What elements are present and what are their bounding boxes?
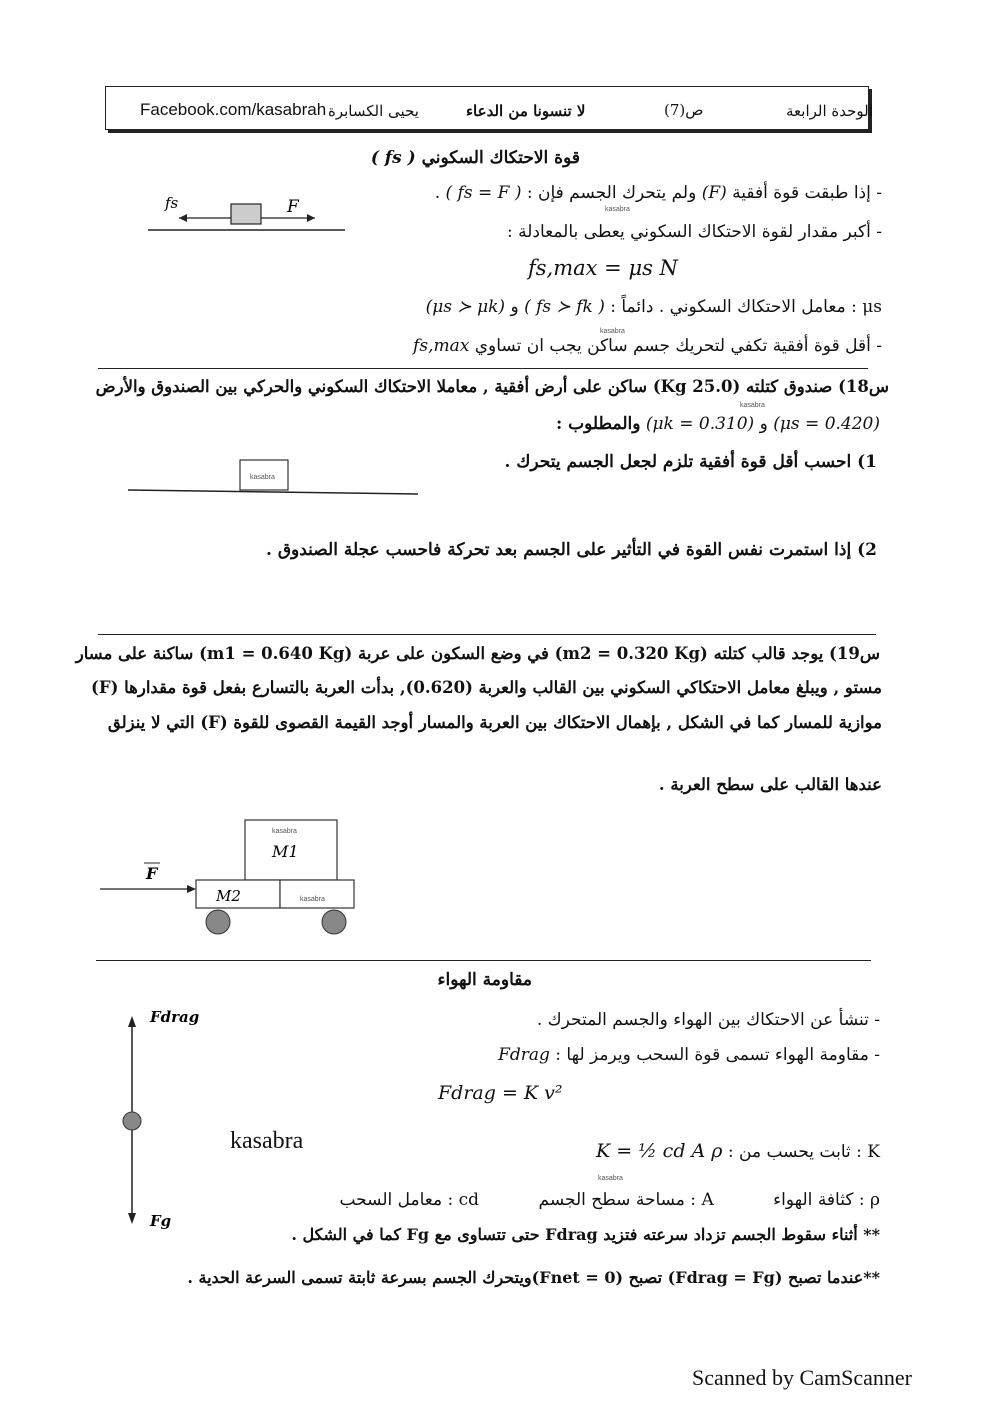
drag-figure — [110, 1000, 200, 1240]
separator-3 — [96, 960, 871, 961]
wheel-right — [322, 910, 346, 934]
K-line: K : ثابت يحسب من : K = ½ cd A ρ — [596, 1140, 880, 1162]
header-box — [105, 86, 873, 130]
M2-label: M2 — [216, 887, 241, 905]
scanner-footer: Scanned by CamScanner — [692, 1365, 912, 1390]
drag-note2: **عندما تصبح (Fdrag = Fg) تصبح (Fnet = 0)ويتحرك الجسم بسرعة ثابتة تسمى السرعة الحدية . — [187, 1268, 880, 1287]
force-label: F — [146, 864, 158, 883]
watermark: kasabra — [740, 402, 765, 409]
q18-part2: 2) إذا استمرت نفس القوة في التأثير على الجسم بعد تحركة فاحسب عجلة الصندوق . — [265, 540, 877, 560]
Fdrag-label: Fdrag — [150, 1008, 200, 1026]
static-friction-title: قوة الاحتكاك السكوني ( fs ) — [370, 148, 580, 168]
sf-line4: - أقل قوة أفقية تكفي لتحريك جسم ساكن يجب ان تساوي fs,max — [413, 336, 882, 356]
separator-2 — [98, 634, 876, 635]
drag-equation: Fdrag = K v² — [438, 1082, 563, 1104]
sf-line2: - أكبر مقدار لقوة الاحتكاك السكوني يعطى بالمعادلة : — [506, 222, 882, 242]
watermark: kasabra — [598, 1175, 623, 1182]
sf-equation: fs,max = μs N — [528, 256, 678, 280]
q18-line2: (μs = 0.420) و (μk = 0.310) والمطلوب : — [555, 414, 880, 434]
q19-line4: عندها القالب على سطح العربة . — [658, 775, 882, 794]
q19-line2: مستو , ويبلغ معامل الاحتكاكي السكوني بين القالب والعربة (0.620), بدأت العربة بالتسارع بفعل قوة مقدارها (F) — [91, 678, 882, 697]
facebook-link: Facebook.com/kasabrah — [140, 100, 327, 119]
q19-line3: موازية للمسار كما في الشكل , بإهمال الاحتكاك بين العربة والمسار أوجد القيمة القصوى للقوة (F) التي لا ينزلق — [107, 713, 882, 732]
watermark: kasabra — [250, 474, 275, 481]
F-label: F — [287, 197, 299, 217]
author-name: يحيى الكسابرة — [328, 102, 419, 120]
separator-1 — [98, 368, 868, 369]
dua-text: لا تنسونا من الدعاء — [466, 102, 586, 120]
Fg-label: Fg — [150, 1212, 172, 1230]
q19-line1: س19) يوجد قالب كتلته (m2 = 0.320 Kg) في وضع السكون على عربة (m1 = 0.640 Kg) ساكنة على مسار — [75, 644, 880, 663]
unit-label: الوحدة الرابعة — [786, 102, 873, 120]
falling-body — [123, 1112, 141, 1130]
drag-vars: ρ : كثافة الهواء A : مساحة سطح الجسم cd : معامل السحب — [339, 1190, 880, 1210]
drag-note1: ** أثناء سقوط الجسم تزداد سرعته فتزيد Fdrag حتى تتساوى مع Fg كما في الشكل . — [291, 1225, 880, 1244]
static-friction-figure — [145, 190, 365, 240]
page-number: ص(7) — [664, 101, 704, 119]
drag-title: مقاومة الهواء — [437, 970, 532, 990]
watermark: kasabra — [600, 328, 625, 335]
fs-label: fs — [165, 194, 179, 212]
drag-line2: - مقاومة الهواء تسمى قوة السحب ويرمز لها : Fdrag — [498, 1045, 880, 1065]
sf-line1: - إذا طبقت قوة أفقية (F) ولم يتحرك الجسم فإن : ( fs = F ) . — [434, 183, 882, 203]
block — [231, 204, 261, 224]
wheel-left — [206, 910, 230, 934]
watermark: kasabra — [605, 206, 630, 213]
watermark: kasabra — [272, 828, 297, 835]
kasabra-label: kasabra — [230, 1128, 304, 1154]
drag-line1: - تنشأ عن الاحتكاك بين الهواء والجسم المتحرك . — [536, 1010, 880, 1030]
M1-label: M1 — [272, 842, 299, 861]
q18-box-figure — [126, 458, 426, 498]
sf-line3: μs : معامل الاحتكاك السكوني . دائماً : ( fs ≻ fk ) و (μs ≻ μk) — [425, 297, 882, 317]
cart-figure — [96, 815, 376, 945]
q18-line1: س18) صندوق كتلته (25.0 Kg) ساكن على أرض أفقية , معاملا الاحتكاك السكوني والحركي بين الصندوق والأرض — [95, 377, 889, 396]
q18-part1: 1) احسب أقل قوة أفقية تلزم لجعل الجسم يتحرك . — [504, 452, 877, 472]
cart-right — [280, 880, 354, 908]
watermark: kasabra — [300, 896, 325, 903]
